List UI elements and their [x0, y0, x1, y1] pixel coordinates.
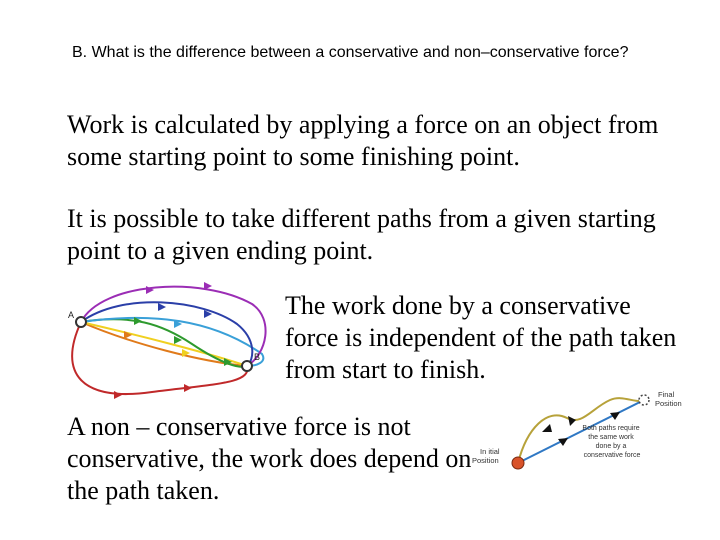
end-point-b [242, 361, 252, 371]
initial-position-dot [512, 457, 524, 469]
question-heading: B. What is the difference between a conservative and non–conservative force? [72, 44, 629, 61]
arrow-marker [114, 391, 122, 399]
arrow-marker [542, 424, 552, 432]
conservative-force-text: The work done by a conservative force is independent of the path taken from start to finish. [285, 291, 677, 384]
final-position-dot [639, 395, 649, 405]
initial-position-label: In itial Position [472, 447, 500, 465]
final-position-label: Final Position [655, 390, 682, 408]
arrow-marker [184, 384, 192, 392]
arrow-marker [568, 416, 576, 426]
start-label: A [68, 310, 75, 320]
different-paths-text: It is possible to take different paths from a given starting point to a given ending point. [67, 204, 656, 265]
work-definition-text: Work is calculated by applying a force on an object from some starting point to some finishing point. [67, 110, 659, 171]
non-conservative-force-text: A non – conservative force is not conservative, the work does depend on the path taken. [67, 412, 472, 505]
end-label: B [254, 352, 261, 362]
paths-diagram [62, 274, 274, 406]
path-lightblue [81, 318, 263, 366]
positions-diagram [472, 388, 700, 488]
arrow-marker [158, 303, 166, 311]
both-paths-note: Both paths require the same work done by a conservative force [582, 425, 641, 459]
start-point-a [76, 317, 86, 327]
path-purple [81, 287, 266, 366]
